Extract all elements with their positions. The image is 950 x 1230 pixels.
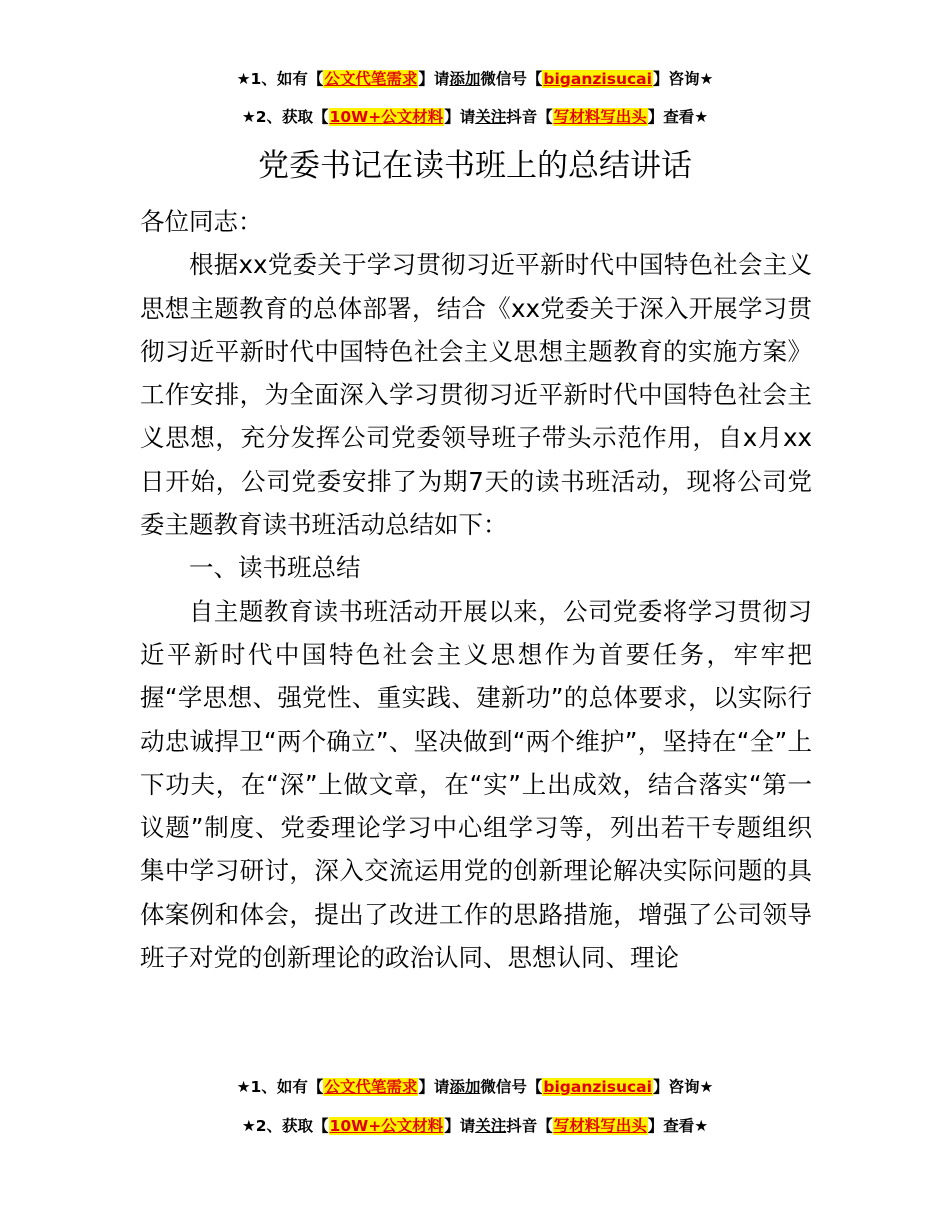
banner-highlight: 写材料写出头 — [553, 108, 647, 126]
banner-text: 】请 — [444, 108, 476, 126]
banner-text: 】咨询★ — [652, 1078, 714, 1096]
banner-text: 微信号【 — [480, 70, 543, 88]
top-banner-line-1 — [0, 68, 950, 90]
banner-highlight: 写材料写出头 — [553, 1117, 647, 1135]
banner-underlined: 关注 — [475, 1117, 507, 1135]
bottom-banner-line-2 — [0, 1115, 950, 1137]
banner-text: 微信号【 — [480, 1078, 543, 1096]
banner-highlight: biganzisucai — [543, 1078, 652, 1096]
banner-text: 】请 — [418, 70, 450, 88]
banner-underlined: 添加 — [449, 70, 481, 88]
document-body — [140, 200, 812, 979]
bottom-banner-line-1 — [0, 1076, 950, 1098]
banner-text: 抖音【 — [506, 108, 553, 126]
banner-highlight: biganzisucai — [543, 70, 652, 88]
banner-highlight: 公文代笔需求 — [324, 70, 418, 88]
banner-text: 】请 — [444, 1117, 476, 1135]
banner-text: 抖音【 — [506, 1117, 553, 1135]
banner-text: 】咨询★ — [652, 70, 714, 88]
paragraph-2: 自主题教育读书班活动开展以来，公司党委将学习贯彻习近平新时代中国特色社会主义思想作为首要任务，牢牢把握“学思想、强党性、重实践、建新功”的总体要求，以实际行动忠诚捍卫“两个确立”、坚决做到“两个维护”，坚持在“全”上下功夫，在“深”上做文章，在“实”上出成效，结合落实“第一议题”制度、党委理论学习中心组学习等，列出若干专题组织集中学习研讨，深入交流运用党的创新理论解决实际问题的具体案例和体会，提出了改进工作的思路措施，增强了公司领导班子对党的创新理论的政治认同、思想认同、理论 — [140, 596, 812, 973]
banner-text: 】查看★ — [647, 1117, 709, 1135]
paragraph-1: 根据xx党委关于学习贯彻习近平新时代中国特色社会主义思想主题教育的总体部署，结合《xx党委关于深入开展学习贯彻习近平新时代中国特色社会主义思想主题教育的实施方案》工作安排，为全面深入学习贯彻习近平新时代中国特色社会主义思想，充分发挥公司党委领导班子带头示范作用，自x月xx日开始，公司党委安排了为期7天的读书班活动，现将公司党委主题教育读书班活动总结如下： — [140, 250, 812, 540]
banner-underlined: 关注 — [475, 108, 507, 126]
banner-highlight: 公文代笔需求 — [324, 1078, 418, 1096]
banner-underlined: 添加 — [449, 1078, 481, 1096]
banner-text: ★1、如有【 — [236, 70, 324, 88]
banner-text: ★1、如有【 — [236, 1078, 324, 1096]
document-title: 党委书记在读书班上的总结讲话 — [258, 148, 692, 184]
banner-highlight: 10W+公文材料 — [329, 1117, 444, 1135]
banner-text: 】请 — [418, 1078, 450, 1096]
salutation: 各位同志： — [140, 207, 263, 236]
banner-highlight: 10W+公文材料 — [329, 108, 444, 126]
banner-text: ★2、获取【 — [241, 1117, 329, 1135]
section-heading-1: 一、读书班总结 — [189, 553, 361, 583]
banner-text: ★2、获取【 — [241, 108, 329, 126]
top-banner-line-2 — [0, 106, 950, 128]
banner-text: 】查看★ — [647, 108, 709, 126]
